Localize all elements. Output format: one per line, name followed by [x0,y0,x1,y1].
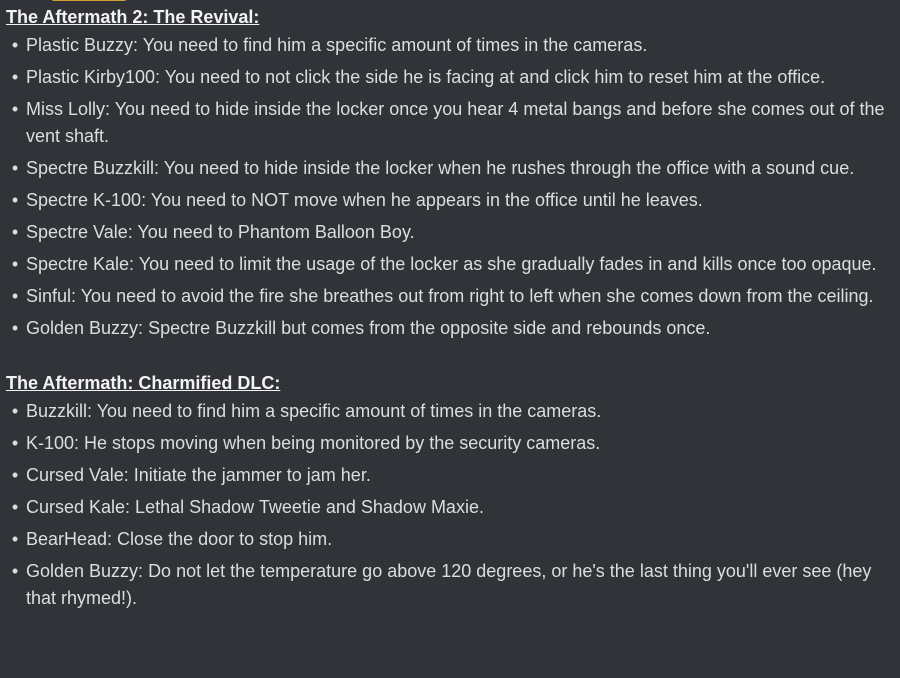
bullet-icon: • [11,190,19,210]
list-item-text: Spectre Vale: You need to Phantom Balloon Boy. [26,222,415,242]
list-item-text: Sinful: You need to avoid the fire she breathes out from right to left when she comes down from the ceiling. [26,286,874,306]
bullet-icon: • [11,67,19,87]
bullet-icon: • [11,222,19,242]
list-item-text: Miss Lolly: You need to hide inside the locker once you hear 4 metal bangs and before she comes out of the vent shaft. [26,99,885,146]
section-revival [6,0,892,342]
bullet-icon: • [11,561,19,581]
bullet-icon: • [11,497,19,517]
bullet-list [6,398,892,612]
bullet-icon: • [11,254,19,274]
list-item [6,462,892,489]
list-item-text: Cursed Kale: Lethal Shadow Tweetie and Shadow Maxie. [26,497,484,517]
clipped-previous-content [52,0,126,1]
list-item-text: Plastic Kirby100: You need to not click the side he is facing at and click him to reset him at the office. [26,67,826,87]
list-item [6,32,892,59]
bullet-icon: • [11,465,19,485]
bullet-icon: • [11,35,19,55]
list-item-text: Spectre Kale: You need to limit the usage of the locker as she gradually fades in and kills once too opaque. [26,254,877,274]
list-item [6,398,892,425]
list-item [6,96,892,150]
list-item [6,558,892,612]
bullet-icon: • [11,286,19,306]
list-item-text: BearHead: Close the door to stop him. [26,529,333,549]
list-item [6,315,892,342]
list-item [6,430,892,457]
section-heading: The Aftermath: Charmified DLC: [6,373,281,393]
list-item-text: Golden Buzzy: Do not let the temperature go above 120 degrees, or he's the last thing you'll ever see (hey that rhymed!). [26,561,872,608]
list-item [6,251,892,278]
bullet-icon: • [11,318,19,338]
bullet-icon: • [11,433,19,453]
section-charmified-dlc [6,368,892,612]
list-item-text: Plastic Buzzy: You need to find him a specific amount of times in the cameras. [26,35,648,55]
bullet-list [6,32,892,342]
list-item-text: Spectre K-100: You need to NOT move when he appears in the office until he leaves. [26,190,703,210]
bullet-icon: • [11,158,19,178]
list-item-text: Spectre Buzzkill: You need to hide inside the locker when he rushes through the office with a sound cue. [26,158,855,178]
list-item [6,494,892,521]
list-item-text: Buzzkill: You need to find him a specific amount of times in the cameras. [26,401,602,421]
bullet-icon: • [11,99,19,119]
list-item [6,283,892,310]
list-item [6,64,892,91]
section-heading: The Aftermath 2: The Revival: [6,7,260,27]
list-item [6,219,892,246]
bullet-icon: • [11,529,19,549]
list-item-text: Cursed Vale: Initiate the jammer to jam her. [26,465,371,485]
list-item-text: Golden Buzzy: Spectre Buzzkill but comes from the opposite side and rebounds once. [26,318,711,338]
list-item [6,155,892,182]
bullet-icon: • [11,401,19,421]
list-item-text: K-100: He stops moving when being monitored by the security cameras. [26,433,601,453]
list-item [6,526,892,553]
list-item [6,187,892,214]
